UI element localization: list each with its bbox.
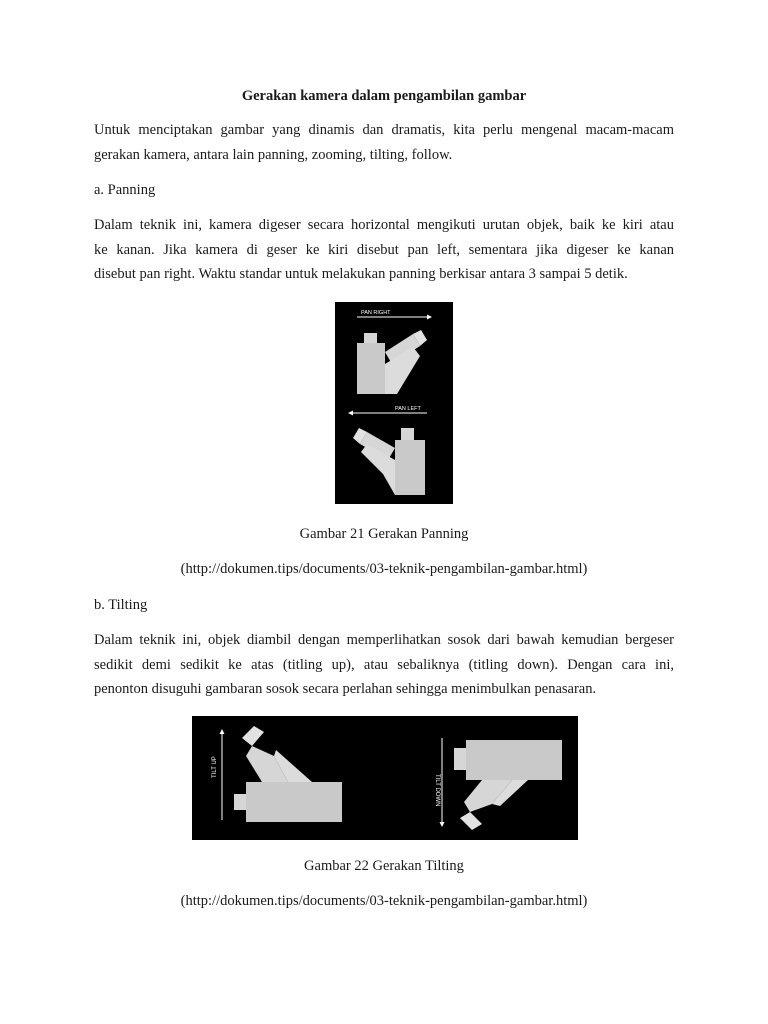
- panning-figure: [335, 302, 453, 504]
- camera-body-left: [357, 343, 385, 394]
- pan-right-diagram: [357, 310, 432, 394]
- tilting-caption: Gambar 22 Gerakan Tilting: [304, 858, 464, 874]
- tilt-down-label: TILT DOWN: [434, 774, 440, 807]
- document-title: Gerakan kamera dalam pengambilan gambar: [241, 88, 527, 104]
- panning-caption: Gambar 21 Gerakan Panning: [299, 526, 469, 542]
- tilt-up-arrowhead: [220, 729, 225, 734]
- tilting-paragraph: [94, 628, 674, 702]
- tilting-line: sedikit demi sedikit ke atas (titling up), atau sebaliknya (titling down). Dengan cara ini,: [94, 656, 674, 673]
- tilt-down-arrowhead: [440, 822, 445, 827]
- pan-right-arrowhead: [427, 315, 432, 320]
- pan-left-arrowhead: [348, 411, 353, 416]
- camera-body-upper: [466, 740, 562, 780]
- tilt-up-label: TILT UP: [212, 756, 218, 778]
- tilting-line: penonton disuguhi gambaran sosok secara perlahan sehingga menimbulkan penasaran.: [94, 681, 597, 697]
- pan-left-diagram: [348, 406, 427, 495]
- intro-paragraph: [94, 118, 674, 167]
- tilt-down-diagram: [434, 738, 562, 830]
- tilting-source: (http://dokumen.tips/documents/03-teknik-pengambilan-gambar.html): [180, 893, 588, 909]
- intro-line: Untuk menciptakan gambar yang dinamis dan dramatis, kita perlu mengenal macam-macam: [94, 122, 674, 138]
- panning-line: ke kanan. Jika kamera di geser ke kiri disebut pan left, sementara jika digeser ke kanan: [94, 241, 674, 258]
- camera-body-right-2: [395, 440, 425, 495]
- camera-body-lower: [246, 782, 342, 822]
- tilting-figure: [192, 716, 578, 840]
- section-a-heading: a. Panning: [94, 182, 156, 198]
- pan-right-label: PAN RIGHT: [361, 310, 391, 316]
- panning-line: disebut pan right. Waktu standar untuk melakukan panning berkisar antara 3 sampai 5 detik.: [94, 266, 628, 282]
- panning-paragraph: [94, 213, 674, 287]
- tilt-up-diagram: [212, 726, 342, 822]
- intro-line: gerakan kamera, antara lain panning, zooming, tilting, follow.: [94, 146, 453, 163]
- panning-source: (http://dokumen.tips/documents/03-teknik-pengambilan-gambar.html): [180, 561, 588, 577]
- panning-line: Dalam teknik ini, kamera digeser secara horizontal mengikuti urutan objek, baik ke kiri atau: [94, 217, 674, 233]
- section-b-heading: b. Tilting: [94, 597, 148, 613]
- tilting-line: Dalam teknik ini, objek diambil dengan memperlihatkan sosok dari bawah kemudian bergeser: [94, 632, 674, 648]
- pan-left-label: PAN LEFT: [395, 406, 421, 412]
